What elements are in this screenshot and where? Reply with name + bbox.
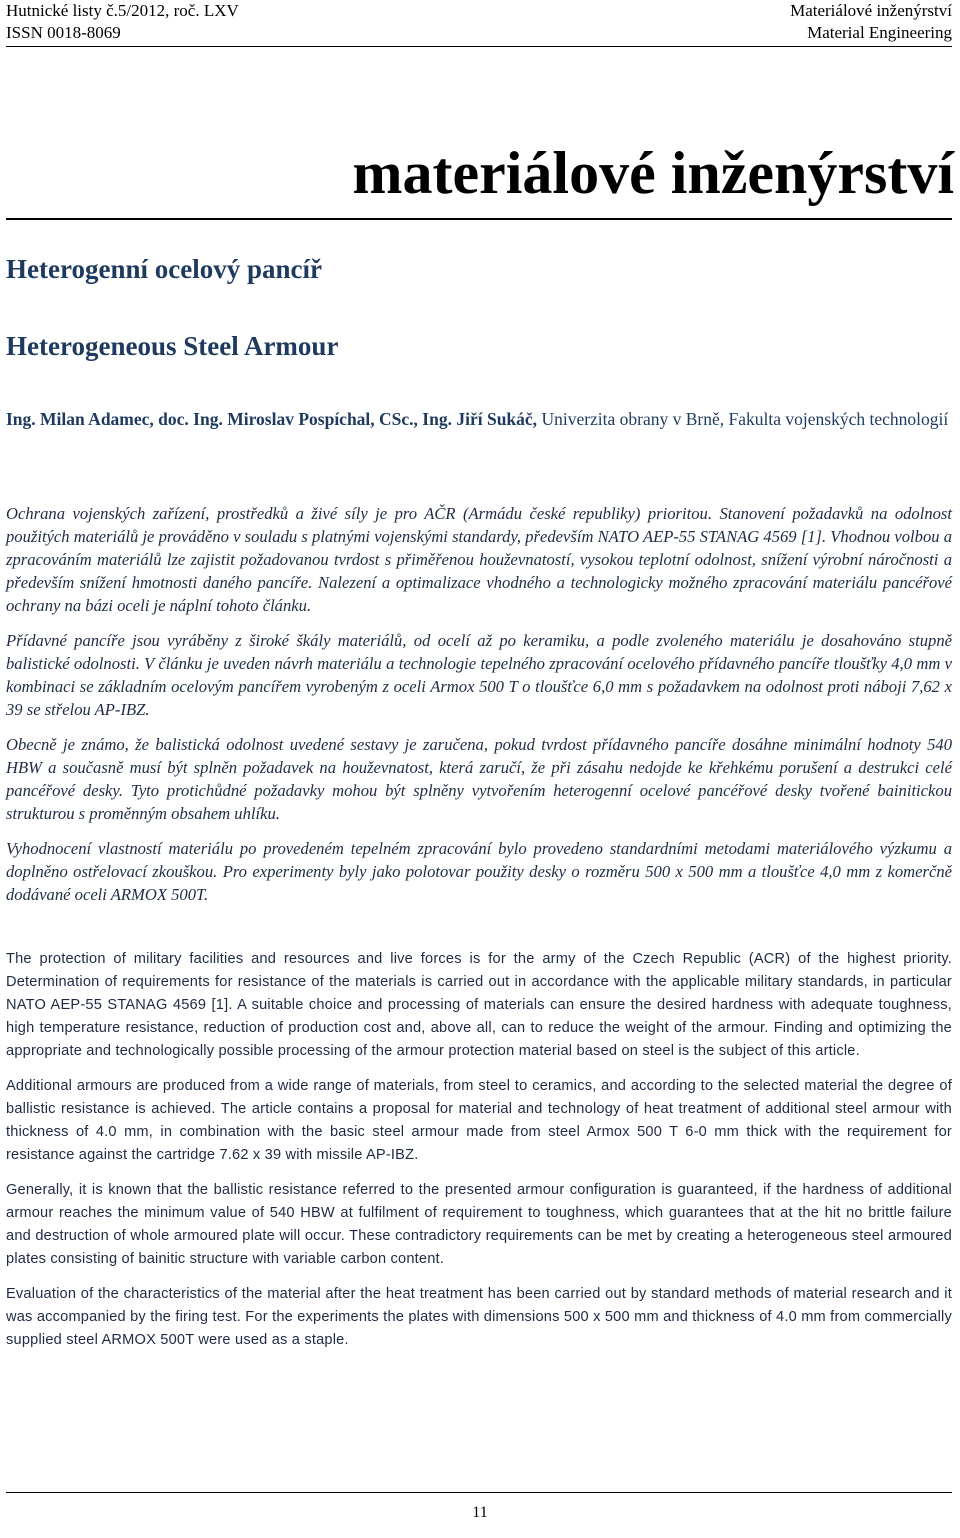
section-title: materiálové inženýrství [352,140,954,206]
abstract-cs-paragraph: Obecně je známo, že balistická odolnost uvedené sestavy je zaručena, pokud tvrdost přídavného pancíře dosáhne minimální hodnoty 540 HBW a současně musí být splněn požadavek na houževnatost, která zaručí, že při zásahu nedojde ke křehkému porušení a destrukci celé pancéřové desky. Tyto protichůdné požadavky mohou být splněny vytvořením heterogenní ocelové pancéřové desky tvořené bainitickou strukturou s proměnným obsahem uhlíku. [6,735,952,823]
abstract-czech [6,502,952,918]
running-header-left [6,0,239,44]
footer-divider [6,1492,952,1493]
abstract-cs-paragraph: Ochrana vojenských zařízení, prostředků a živé síly je pro AČR (Armádu české republiky) prioritou. Stanovení požadavků na odolnost použitých materiálů je prováděno v souladu s platnými vojenskými standardy, především NATO AEP-55 STANAG 4569 [1]. Vhodnou volbou a zpracováním materiálů lze zajistit požadovanou tvrdost s přiměřenou houževnatostí, vysokou teplotní odolnost, snížení výrobní náročnosti a především snížení hmotnosti daného pancíře. Nalezení a optimalizace vhodného a technologicky možného zpracování materiálu pancéřové ochrany na bázi oceli je náplní tohoto článku. [6,504,952,615]
article-title-en: Heterogeneous Steel Armour [6,331,339,361]
abstract-en-paragraph: Additional armours are produced from a wide range of materials, from steel to ceramics, and according to the selected material the degree of ballistic resistance is achieved. The article contains a proposal for material and technology of heat treatment of additional steel armour with thickness of 4.0 mm, in combination with the basic steel armour made from steel Armox 500 T 6-0 mm thick with the requirement for resistance against the cartridge 7.62 x 39 with missile AP-IBZ. [6,1078,952,1163]
abstract-en-paragraph: The protection of military facilities and resources and live forces is for the army of the Czech Republic (ACR) of the highest priority. Determination of requirements for resistance of the materials is carried out in accordance with the applicable military standards, in particular NATO AEP-55 STANAG 4569 [1]. A suitable choice and processing of materials can ensure the desired hardness with adequate toughness, high temperature resistance, reduction of production cost and, above all, can to reduce the weight of the armour. Finding and optimizing the appropriate and technologically possible processing of the armour protection material based on steel is the subject of this article. [6,951,952,1059]
page-number: 11 [472,1504,488,1521]
author-names: Ing. Milan Adamec, doc. Ing. Miroslav Pospíchal, CSc., Ing. Jiří Sukáč, [6,409,538,429]
abstract-en-paragraph: Evaluation of the characteristics of the material after the heat treatment has been carried out by standard methods of material research and it was accompanied by the firing test. For the experiments the plates with dimensions 500 x 500 mm and thickness of 4.0 mm from commercially supplied steel ARMOX 500T were used as a staple. [6,1286,952,1348]
abstract-english [6,948,952,1364]
header-divider [6,46,952,47]
running-header-right [790,0,952,44]
article-title-cs: Heterogenní ocelový pancíř [6,254,322,284]
section-name-en: Material Engineering [807,23,952,42]
author-affiliation: Univerzita obrany v Brně, Fakulta vojenských technologií [537,409,949,429]
journal-issue: Hutnické listy č.5/2012, roč. LXV [6,1,239,20]
journal-issn: ISSN 0018-8069 [6,23,121,42]
abstract-en-paragraph: Generally, it is known that the ballistic resistance referred to the presented armour configuration is guaranteed, if the hardness of additional armour reaches the minimum value of 540 HBW at fulfilment of requirement to toughness, which guarantees that at the hit no brittle failure and destruction of whole armoured plate will occur. These contradictory requirements can be met by creating a heterogeneous steel armoured plates consisting of bainitic structure with variable carbon content. [6,1182,952,1267]
section-divider [6,218,952,220]
author-line [6,408,952,431]
abstract-cs-paragraph: Přídavné pancíře jsou vyráběny z široké škály materiálů, od ocelí až po keramiku, a podle zvoleného materiálu je dosahováno stupně balistické odolnosti. V článku je uveden návrh materiálu a technologie tepelného zpracování ocelového přídavného pancíře tloušťky 4,0 mm v kombinaci se základním ocelovým pancířem vyrobeným z oceli Armox 500 T o tloušťce 6,0 mm s požadavkem na odolnost proti náboji 7,62 x 39 se střelou AP-IBZ. [6,631,952,719]
section-name-cs: Materiálové inženýrství [790,1,952,20]
abstract-cs-paragraph: Vyhodnocení vlastností materiálu po provedeném tepelném zpracování bylo provedeno standardními metodami materiálového výzkumu a doplněno ostřelovací zkouškou. Pro experimenty byly jako polotovar použity desky o rozměru 500 x 500 mm a tloušťce 4,0 mm z komerčně dodávané oceli ARMOX 500T. [6,839,952,904]
